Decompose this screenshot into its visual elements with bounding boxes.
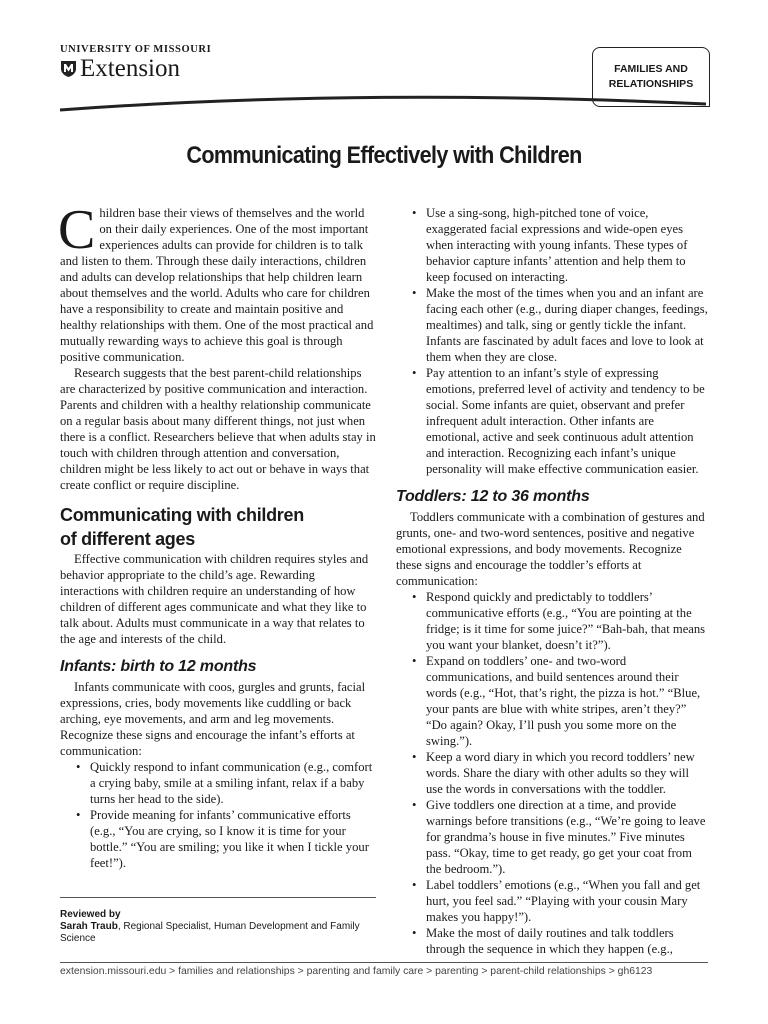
university-name: UNIVERSITY OF MISSOURI [60, 44, 212, 55]
divider [60, 897, 376, 898]
section-heading-ages: Communicating with children of different ages [60, 505, 304, 549]
list-item: • Label toddlers’ emotions (e.g., “When you fall and get hurt, you feel sad.” “Playing with your cousin Mary makes you happy!”). [396, 877, 708, 925]
research-paragraph: Research suggests that the best parent-child relationships are characterized by positive communication and interaction. Parents and children with a healthy relationship communicate on a regular basis about many different things, not just when there is a conflict. Researchers believe that when adults stay in touch with children through attention and conversation, children might be less likely to act out or behave in ways that create conflict or require discipline. [60, 366, 376, 492]
list-item: • Give toddlers one direction at a time, and provide warnings before transitions (e.g., “We’re going to leave for grandma’s house in five minutes.” Five minutes pass. “Okay, time to get ready, go get your coat from the bedroom.”). [396, 797, 708, 877]
infants-paragraph: Infants communicate with coos, gurgles and grunts, facial expressions, cries, body movements like cuddling or back arching, eye movements, and arm and leg movements. Recognize these signs and encourage the infant’s efforts at communication: [60, 680, 366, 758]
list-item: • Make the most of daily routines and talk toddlers through the sequence in which they happen (e.g., [396, 925, 708, 957]
drop-cap: C [58, 199, 96, 261]
list-item: • Keep a word diary in which you record toddlers’ new words. Share the diary with other adults so they will use the words in conversations with the toddler. [396, 749, 708, 797]
infants-list-right [396, 205, 708, 477]
footer-breadcrumb[interactable]: extension.missouri.edu > families and relationships > parenting and family care > parenting > parent-child relationships > gh6123 [60, 966, 653, 977]
infants-list-left [60, 759, 376, 871]
list-item: • Provide meaning for infants’ communicative efforts (e.g., “You are crying, so I know it is time for your bottle.” “You are smiling; you like it when I tickle your feet!”). [60, 807, 376, 871]
infants-heading: Infants: birth to 12 months [60, 658, 257, 675]
extension-wordmark: Extension [80, 55, 180, 82]
list-item: • Expand on toddlers’ one- and two-word communications, and build sentences around their words (e.g., “Hot, that’s right, the pizza is hot.” “Blue, your pants are blue with white stripes, aren’t they?” “Do again? Okay, I’ll push you some more on the swing.”). [396, 653, 708, 749]
page-title: Communicating Effectively with Children [186, 142, 582, 169]
category-line-2: RELATIONSHIPS [608, 78, 694, 90]
reviewer-name: Sarah Traub [60, 921, 118, 932]
right-column [396, 205, 708, 957]
toddlers-paragraph: Toddlers communicate with a combination of gestures and grunts, one- and two-word sentences, positive and negative emotional expressions, and body movements. Recognize these signs and encourage the toddler’s efforts at communication: [396, 510, 705, 588]
list-item: • Pay attention to an infant’s style of expressing emotions, preferred level of activity and tendency to be social. Some infants are quiet, observant and prefer infrequent adult interaction. Other infants are emotional, active and seek continuous adult attention and interaction. Recognizing each infant’s unique personality will make effective communication easier. [396, 365, 708, 477]
list-item: • Quickly respond to infant communication (e.g., comfort a crying baby, smile at a smiling infant, relax if a baby turns her head to the side). [60, 759, 376, 807]
ages-paragraph: Effective communication with children requires styles and behavior appropriate to the child’s age. Rewarding interactions with children require an understanding of how children of different ages communicate and what they like to talk about. Adults must communicate in a way that relates to the age and interests of the child. [60, 552, 369, 646]
footer-rule [60, 962, 708, 963]
toddlers-heading: Toddlers: 12 to 36 months [396, 488, 590, 505]
list-item: • Respond quickly and predictably to toddlers’ communicative efforts (e.g., “You are pointing at the fridge; is it time for some juice?” “Bah-bah, that means you want your blanket, doesn’t it?”). [396, 589, 708, 653]
list-item: • Make the most of the times when you and an infant are facing each other (e.g., during diaper changes, feedings, mealtimes) and talk, sing or gently tickle the infant. Infants are fascinated by adult faces and love to look at them when they are close. [396, 285, 708, 365]
header-swoosh [0, 0, 768, 140]
intro-paragraph: C hildren base their views of themselves and the world on their daily experiences. One of the most important experiences adults can provide for children is to talk and listen to them. Through these daily interactions, children and adults can develop relationships that help children learn about themselves and the world. Adults who care for children have a responsibility to create and maintain positive and healthy relationships with them. One of the most practical and mutually rewarding ways to achieve this goal is through positive communication. [58, 199, 374, 364]
reviewer-note: Reviewed by Sarah Traub, Regional Specialist, Human Development and Family Science [60, 909, 360, 944]
left-column [58, 199, 376, 871]
toddlers-list [396, 589, 708, 957]
category-line-1: FAMILIES AND [614, 63, 688, 75]
list-item: • Use a sing-song, high-pitched tone of voice, exaggerated facial expressions and wide-open eyes when interacting with young infants. These types of behavior capture infants’ attention and help them to keep focused on interacting. [396, 205, 708, 285]
